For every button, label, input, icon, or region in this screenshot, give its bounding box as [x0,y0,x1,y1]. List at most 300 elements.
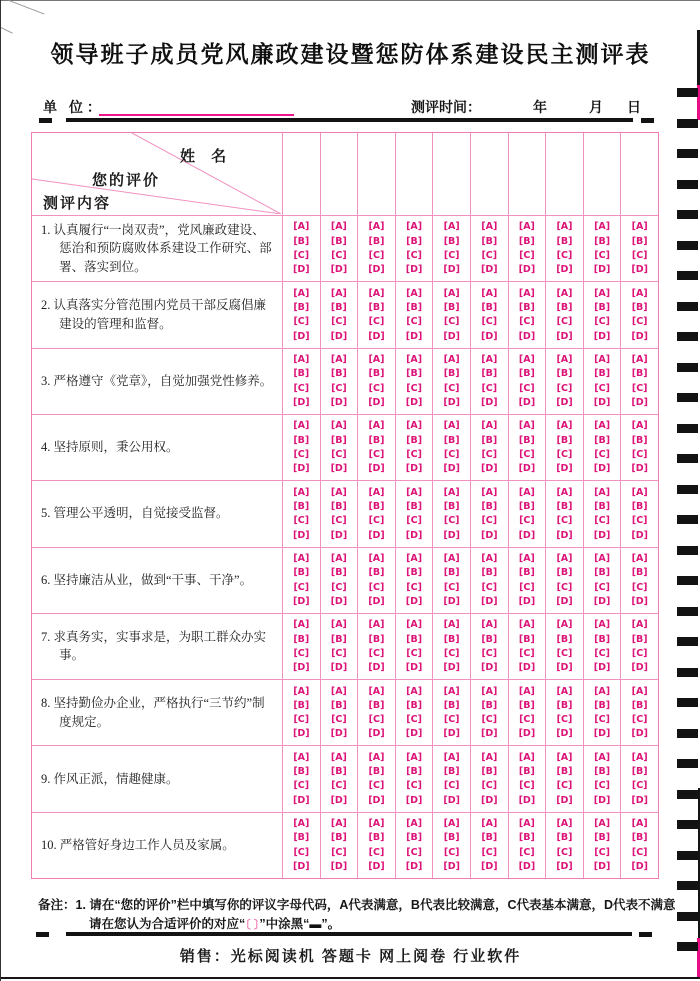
bubble-A[interactable]: [A] [330,287,347,299]
bubble-C[interactable]: [C] [556,846,573,858]
bubble-B[interactable]: [B] [481,368,498,380]
bubble-D[interactable]: [D] [481,728,498,740]
bubble-A[interactable]: [A] [631,619,648,631]
bubble-C[interactable]: [C] [293,382,310,394]
bubble-A[interactable]: [A] [293,287,310,299]
bubble-B[interactable]: [B] [330,302,347,314]
bubble-A[interactable]: [A] [368,751,385,763]
bubble-B[interactable]: [B] [518,699,535,711]
bubble-A[interactable]: [A] [518,818,535,830]
bubble-C[interactable]: [C] [556,448,573,460]
bubble-B[interactable]: [B] [518,434,535,446]
bubble-B[interactable]: [B] [330,235,347,247]
bubble-C[interactable]: [C] [443,581,460,593]
bubble-A[interactable]: [A] [330,420,347,432]
bubble-B[interactable]: [B] [406,633,423,645]
bubble-C[interactable]: [C] [293,448,310,460]
bubble-C[interactable]: [C] [631,780,648,792]
bubble-C[interactable]: [C] [293,647,310,659]
bubble-B[interactable]: [B] [518,567,535,579]
bubble-B[interactable]: [B] [594,633,611,645]
bubble-C[interactable]: [C] [293,515,310,527]
bubble-D[interactable]: [D] [593,529,611,541]
bubble-D[interactable]: [D] [405,861,423,873]
bubble-B[interactable]: [B] [518,302,535,314]
bubble-B[interactable]: [B] [594,567,611,579]
bubble-A[interactable]: [A] [518,552,535,564]
bubble-D[interactable]: [D] [368,728,385,740]
bubble-A[interactable]: [A] [293,354,310,365]
bubble-A[interactable]: [A] [481,685,498,697]
bubble-B[interactable]: [B] [368,500,385,512]
bubble-B[interactable]: [B] [406,699,423,711]
bubble-B[interactable]: [B] [368,567,385,579]
bubble-A[interactable]: [A] [481,818,498,830]
bubble-A[interactable]: [A] [330,818,347,830]
bubble-D[interactable]: [D] [405,396,423,408]
bubble-B[interactable]: [B] [293,368,310,380]
bubble-B[interactable]: [B] [330,500,347,512]
bubble-B[interactable]: [B] [368,368,385,380]
bubble-B[interactable]: [B] [293,766,310,778]
bubble-D[interactable]: [D] [368,396,385,408]
bubble-B[interactable]: [B] [406,434,423,446]
bubble-C[interactable]: [C] [368,448,385,460]
bubble-A[interactable]: [A] [368,287,385,299]
bubble-C[interactable]: [C] [443,515,460,527]
bubble-D[interactable]: [D] [593,264,611,276]
bubble-B[interactable]: [B] [443,302,460,314]
bubble-B[interactable]: [B] [594,302,611,314]
bubble-C[interactable]: [C] [443,448,460,460]
bubble-B[interactable]: [B] [481,302,498,314]
bubble-A[interactable]: [A] [443,420,460,432]
bubble-C[interactable]: [C] [331,250,347,262]
bubble-D[interactable]: [D] [631,463,648,475]
bubble-B[interactable]: [B] [443,633,460,645]
bubble-B[interactable]: [B] [406,235,423,247]
bubble-C[interactable]: [C] [631,382,648,394]
bubble-C[interactable]: [C] [556,581,573,593]
bubble-B[interactable]: [B] [594,832,611,844]
bubble-B[interactable]: [B] [556,500,573,512]
bubble-A[interactable]: [A] [518,486,535,498]
bubble-A[interactable]: [A] [518,287,535,299]
name-write-area[interactable] [545,133,583,215]
bubble-D[interactable]: [D] [481,264,498,276]
bubble-D[interactable]: [D] [593,794,611,806]
bubble-B[interactable]: [B] [556,434,573,446]
bubble-B[interactable]: [B] [443,235,460,247]
bubble-A[interactable]: [A] [481,420,498,432]
bubble-C[interactable]: [C] [331,382,347,394]
bubble-D[interactable]: [D] [518,330,536,342]
bubble-B[interactable]: [B] [443,368,460,380]
bubble-B[interactable]: [B] [406,567,423,579]
bubble-D[interactable]: [D] [593,330,611,342]
bubble-B[interactable]: [B] [368,235,385,247]
bubble-D[interactable]: [D] [293,728,310,740]
bubble-D[interactable]: [D] [593,396,611,408]
bubble-C[interactable]: [C] [594,714,610,726]
bubble-A[interactable]: [A] [594,287,611,299]
bubble-A[interactable]: [A] [556,354,573,365]
bubble-D[interactable]: [D] [556,529,573,541]
bubble-D[interactable]: [D] [293,463,310,475]
bubble-C[interactable]: [C] [331,448,347,460]
bubble-C[interactable]: [C] [481,846,498,858]
bubble-C[interactable]: [C] [519,250,535,262]
bubble-A[interactable]: [A] [481,354,498,365]
bubble-C[interactable]: [C] [406,714,422,726]
bubble-B[interactable]: [B] [631,368,648,380]
bubble-C[interactable]: [C] [556,382,573,394]
bubble-C[interactable]: [C] [594,846,610,858]
bubble-D[interactable]: [D] [593,463,611,475]
bubble-D[interactable]: [D] [293,330,310,342]
bubble-A[interactable]: [A] [518,685,535,697]
bubble-B[interactable]: [B] [556,567,573,579]
bubble-B[interactable]: [B] [631,434,648,446]
bubble-C[interactable]: [C] [481,382,498,394]
bubble-C[interactable]: [C] [481,581,498,593]
bubble-C[interactable]: [C] [594,316,610,328]
bubble-C[interactable]: [C] [443,846,460,858]
bubble-B[interactable]: [B] [481,832,498,844]
bubble-C[interactable]: [C] [594,780,610,792]
bubble-A[interactable]: [A] [594,619,611,631]
bubble-A[interactable]: [A] [556,619,573,631]
bubble-B[interactable]: [B] [330,633,347,645]
bubble-B[interactable]: [B] [556,766,573,778]
bubble-D[interactable]: [D] [293,794,310,806]
bubble-A[interactable]: [A] [481,751,498,763]
bubble-D[interactable]: [D] [556,396,573,408]
bubble-D[interactable]: [D] [556,794,573,806]
bubble-D[interactable]: [D] [481,396,498,408]
bubble-A[interactable]: [A] [368,486,385,498]
bubble-B[interactable]: [B] [518,235,535,247]
bubble-C[interactable]: [C] [406,316,422,328]
bubble-D[interactable]: [D] [593,595,611,607]
bubble-A[interactable]: [A] [443,221,460,233]
bubble-A[interactable]: [A] [293,619,310,631]
bubble-D[interactable]: [D] [368,330,385,342]
bubble-B[interactable]: [B] [594,500,611,512]
bubble-C[interactable]: [C] [331,780,347,792]
bubble-A[interactable]: [A] [556,685,573,697]
bubble-D[interactable]: [D] [518,529,536,541]
bubble-C[interactable]: [C] [519,581,535,593]
bubble-A[interactable]: [A] [556,552,573,564]
bubble-B[interactable]: [B] [406,832,423,844]
bubble-A[interactable]: [A] [518,751,535,763]
bubble-B[interactable]: [B] [293,500,310,512]
bubble-B[interactable]: [B] [518,633,535,645]
bubble-A[interactable]: [A] [631,354,648,365]
bubble-C[interactable]: [C] [519,448,535,460]
bubble-A[interactable]: [A] [594,685,611,697]
bubble-B[interactable]: [B] [481,699,498,711]
bubble-A[interactable]: [A] [443,619,460,631]
bubble-A[interactable]: [A] [406,420,423,432]
bubble-A[interactable]: [A] [406,685,423,697]
bubble-B[interactable]: [B] [368,766,385,778]
bubble-B[interactable]: [B] [481,500,498,512]
bubble-D[interactable]: [D] [518,264,536,276]
bubble-B[interactable]: [B] [481,567,498,579]
unit-input-line[interactable] [99,114,294,116]
bubble-B[interactable]: [B] [594,368,611,380]
bubble-D[interactable]: [D] [405,595,423,607]
bubble-B[interactable]: [B] [594,766,611,778]
bubble-B[interactable]: [B] [443,500,460,512]
bubble-C[interactable]: [C] [481,714,498,726]
bubble-D[interactable]: [D] [293,861,310,873]
bubble-C[interactable]: [C] [594,581,610,593]
bubble-C[interactable]: [C] [631,581,648,593]
bubble-C[interactable]: [C] [631,316,648,328]
bubble-B[interactable]: [B] [556,302,573,314]
bubble-C[interactable]: [C] [368,250,385,262]
bubble-B[interactable]: [B] [406,500,423,512]
bubble-C[interactable]: [C] [443,647,460,659]
bubble-D[interactable]: [D] [330,330,348,342]
bubble-C[interactable]: [C] [631,846,648,858]
bubble-C[interactable]: [C] [368,714,385,726]
bubble-C[interactable]: [C] [406,515,422,527]
bubble-A[interactable]: [A] [330,221,347,233]
bubble-D[interactable]: [D] [518,396,536,408]
bubble-C[interactable]: [C] [443,250,460,262]
bubble-B[interactable]: [B] [518,832,535,844]
bubble-D[interactable]: [D] [293,595,310,607]
bubble-A[interactable]: [A] [368,420,385,432]
name-write-area[interactable] [583,133,621,215]
bubble-B[interactable]: [B] [518,500,535,512]
bubble-B[interactable]: [B] [443,699,460,711]
bubble-C[interactable]: [C] [481,515,498,527]
bubble-C[interactable]: [C] [519,647,535,659]
bubble-B[interactable]: [B] [293,434,310,446]
bubble-C[interactable]: [C] [368,515,385,527]
bubble-B[interactable]: [B] [631,832,648,844]
bubble-B[interactable]: [B] [368,832,385,844]
bubble-C[interactable]: [C] [331,515,347,527]
bubble-A[interactable]: [A] [443,287,460,299]
bubble-A[interactable]: [A] [406,619,423,631]
bubble-C[interactable]: [C] [519,382,535,394]
bubble-A[interactable]: [A] [631,751,648,763]
bubble-D[interactable]: [D] [405,529,423,541]
bubble-A[interactable]: [A] [443,751,460,763]
bubble-A[interactable]: [A] [631,685,648,697]
bubble-C[interactable]: [C] [631,250,648,262]
bubble-B[interactable]: [B] [293,302,310,314]
bubble-B[interactable]: [B] [556,832,573,844]
bubble-D[interactable]: [D] [293,396,310,408]
bubble-D[interactable]: [D] [330,728,348,740]
bubble-D[interactable]: [D] [518,728,536,740]
bubble-D[interactable]: [D] [631,728,648,740]
bubble-A[interactable]: [A] [330,619,347,631]
bubble-D[interactable]: [D] [443,662,460,674]
bubble-C[interactable]: [C] [481,647,498,659]
name-write-area[interactable] [357,133,395,215]
bubble-D[interactable]: [D] [556,264,573,276]
bubble-C[interactable]: [C] [368,780,385,792]
bubble-C[interactable]: [C] [519,780,535,792]
bubble-D[interactable]: [D] [368,662,385,674]
bubble-A[interactable]: [A] [293,486,310,498]
bubble-B[interactable]: [B] [481,766,498,778]
bubble-D[interactable]: [D] [481,861,498,873]
bubble-A[interactable]: [A] [481,486,498,498]
bubble-D[interactable]: [D] [556,728,573,740]
bubble-C[interactable]: [C] [631,515,648,527]
bubble-D[interactable]: [D] [330,463,348,475]
bubble-D[interactable]: [D] [443,330,460,342]
bubble-A[interactable]: [A] [556,287,573,299]
bubble-C[interactable]: [C] [293,714,310,726]
bubble-D[interactable]: [D] [405,728,423,740]
bubble-A[interactable]: [A] [406,354,423,365]
bubble-B[interactable]: [B] [518,766,535,778]
bubble-C[interactable]: [C] [631,448,648,460]
bubble-D[interactable]: [D] [518,463,536,475]
bubble-B[interactable]: [B] [330,434,347,446]
bubble-D[interactable]: [D] [443,396,460,408]
bubble-D[interactable]: [D] [481,662,498,674]
bubble-D[interactable]: [D] [481,794,498,806]
bubble-D[interactable]: [D] [443,264,460,276]
bubble-A[interactable]: [A] [330,486,347,498]
bubble-A[interactable]: [A] [556,420,573,432]
bubble-B[interactable]: [B] [368,302,385,314]
bubble-C[interactable]: [C] [594,647,610,659]
bubble-B[interactable]: [B] [406,368,423,380]
bubble-D[interactable]: [D] [556,463,573,475]
bubble-A[interactable]: [A] [368,552,385,564]
bubble-B[interactable]: [B] [481,633,498,645]
bubble-B[interactable]: [B] [406,302,423,314]
bubble-B[interactable]: [B] [293,633,310,645]
bubble-D[interactable]: [D] [330,264,348,276]
bubble-D[interactable]: [D] [330,794,348,806]
bubble-D[interactable]: [D] [405,330,423,342]
bubble-D[interactable]: [D] [368,794,385,806]
bubble-A[interactable]: [A] [330,354,347,365]
bubble-A[interactable]: [A] [631,486,648,498]
bubble-B[interactable]: [B] [518,368,535,380]
bubble-C[interactable]: [C] [631,647,648,659]
bubble-C[interactable]: [C] [331,316,347,328]
bubble-A[interactable]: [A] [443,486,460,498]
name-write-area[interactable] [620,133,658,215]
bubble-D[interactable]: [D] [368,529,385,541]
bubble-D[interactable]: [D] [405,662,423,674]
bubble-A[interactable]: [A] [293,420,310,432]
bubble-A[interactable]: [A] [368,685,385,697]
bubble-D[interactable]: [D] [405,463,423,475]
bubble-A[interactable]: [A] [481,552,498,564]
bubble-C[interactable]: [C] [631,714,648,726]
bubble-D[interactable]: [D] [518,794,536,806]
bubble-C[interactable]: [C] [481,316,498,328]
bubble-A[interactable]: [A] [556,486,573,498]
bubble-A[interactable]: [A] [368,619,385,631]
bubble-C[interactable]: [C] [406,647,422,659]
bubble-C[interactable]: [C] [594,448,610,460]
bubble-D[interactable]: [D] [631,662,648,674]
bubble-B[interactable]: [B] [556,368,573,380]
bubble-C[interactable]: [C] [556,647,573,659]
bubble-D[interactable]: [D] [368,595,385,607]
bubble-D[interactable]: [D] [631,264,648,276]
bubble-D[interactable]: [D] [631,861,648,873]
bubble-A[interactable]: [A] [293,685,310,697]
bubble-D[interactable]: [D] [330,861,348,873]
bubble-A[interactable]: [A] [368,818,385,830]
bubble-A[interactable]: [A] [518,619,535,631]
name-write-area[interactable] [320,133,358,215]
bubble-B[interactable]: [B] [556,699,573,711]
bubble-B[interactable]: [B] [631,235,648,247]
bubble-C[interactable]: [C] [293,846,310,858]
bubble-A[interactable]: [A] [594,818,611,830]
bubble-C[interactable]: [C] [481,250,498,262]
bubble-D[interactable]: [D] [293,529,310,541]
bubble-D[interactable]: [D] [556,861,573,873]
bubble-A[interactable]: [A] [631,420,648,432]
bubble-A[interactable]: [A] [406,751,423,763]
bubble-B[interactable]: [B] [631,567,648,579]
bubble-D[interactable]: [D] [481,529,498,541]
bubble-A[interactable]: [A] [293,221,310,233]
bubble-C[interactable]: [C] [293,316,310,328]
bubble-A[interactable]: [A] [481,619,498,631]
bubble-B[interactable]: [B] [330,567,347,579]
bubble-D[interactable]: [D] [518,662,536,674]
bubble-A[interactable]: [A] [594,552,611,564]
bubble-A[interactable]: [A] [406,552,423,564]
bubble-C[interactable]: [C] [368,316,385,328]
bubble-B[interactable]: [B] [631,699,648,711]
bubble-A[interactable]: [A] [481,221,498,233]
bubble-A[interactable]: [A] [443,354,460,365]
bubble-D[interactable]: [D] [481,463,498,475]
bubble-C[interactable]: [C] [368,846,385,858]
bubble-C[interactable]: [C] [331,846,347,858]
bubble-B[interactable]: [B] [594,434,611,446]
bubble-B[interactable]: [B] [443,567,460,579]
bubble-C[interactable]: [C] [293,780,310,792]
bubble-C[interactable]: [C] [556,515,573,527]
bubble-A[interactable]: [A] [518,354,535,365]
bubble-A[interactable]: [A] [594,751,611,763]
bubble-D[interactable]: [D] [481,330,498,342]
bubble-B[interactable]: [B] [443,434,460,446]
bubble-D[interactable]: [D] [443,794,460,806]
bubble-D[interactable]: [D] [443,529,460,541]
bubble-B[interactable]: [B] [481,235,498,247]
bubble-C[interactable]: [C] [519,714,535,726]
bubble-A[interactable]: [A] [406,287,423,299]
bubble-C[interactable]: [C] [481,780,498,792]
bubble-D[interactable]: [D] [330,662,348,674]
bubble-D[interactable]: [D] [368,264,385,276]
bubble-D[interactable]: [D] [368,463,385,475]
